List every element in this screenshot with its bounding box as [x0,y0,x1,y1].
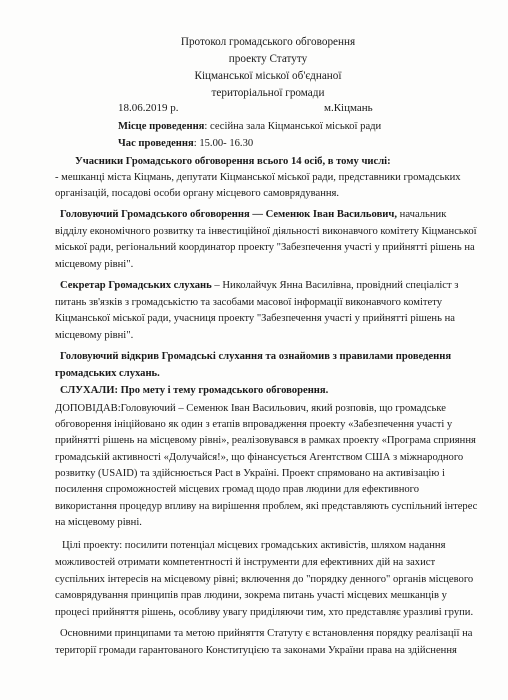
document-place: м.Кіцмань [324,102,373,114]
venue-line [118,120,381,133]
time-label: Час проведення [118,138,194,149]
chair-rest: начальник [397,209,447,220]
venue-value: : сесійна зала Кіцманської міської ради [204,121,382,132]
document-title-line-4: територіальної громади [211,87,325,99]
secretary-line [60,279,458,292]
principles-line-2: території громади гарантованого Конституцією та законами України права на здійснення [55,645,457,656]
chair-line-1: відділу економічного розвитку та інвестиційної діяльності виконавчого комітету Кіцманської [55,226,477,237]
document-date: 18.06.2019 р. [118,102,179,114]
report-line-6: посилення спроможностей місцевих громад щодо прав людини для ефективного [55,484,420,495]
chair-line-2: міської ради, регіональний координатор проекту "Забезпечення участі у прийнятті рішень на [55,242,475,253]
goal-line-4: самоврядування принципів прав людини, зокрема питань участі місцевих мешканців у [55,590,447,601]
report-line-8: на місцевому рівні. [55,517,142,528]
principles-line-1: Основними принципами та метою прийняття Статуту є встановлення порядку реалізації на [60,628,473,639]
document-title-line-3: Кіцманської міської об'єднаної [194,70,342,82]
chair-label: Головуючий Громадського обговорення — Семенюк Іван Васильович, [60,209,398,220]
chair-line-3: місцевому рівні". [55,259,134,270]
time-value: : 15.00- 16.30 [193,138,254,149]
goal-line-1: Цілі проекту: посилити потенціал місцевих громадських активістів, шляхом надання [62,540,446,551]
report-line-1: ДОПОВІДАВ:Головуючий – Семенюк Іван Васильович, який розповів, що громадське [55,403,446,414]
opening-line-1: Головуючий відкрив Громадські слухання та ознайомив з правилами проведення [60,351,452,362]
venue-label: Місце проведення [118,121,205,132]
document-title-line-1: Протокол громадського обговорення [180,36,356,48]
participants-line-1: - мешканці міста Кіцмань, депутати Кіцманської міської ради, представники громадських [55,172,461,183]
report-line-7: використання процедур впливу на вирішення проблем, які представляють суспільний інтерес [55,501,478,512]
chair-line [60,208,446,221]
opening-line-2: громадських слухань. [55,368,160,379]
goal-line-3: суспільних інтересів на місцевому рівні; включення до "порядку денного" органів місцевого [55,574,474,585]
participants-line-2: організацій, посадові особи органу місцевого самоврядування. [55,188,340,199]
goal-line-5: процесі прийняття рішень, особливу увагу приділяючи тим, хто представляє уразливі групи. [55,607,474,618]
report-line-4: громадській активності «Долучайся!», що фінансується Агентством США з міжнародного [55,452,464,463]
participants-heading: Учасники Громадського обговорення всього 14 осіб, в тому числі: [75,156,391,167]
secretary-line-3: місцевому рівні". [55,330,134,341]
secretary-label: Секретар Громадських слухань [60,280,212,291]
document-title-line-2: проекту Статуту [228,53,308,65]
secretary-line-2: Кіцманської міської ради, учасниця проекту "Забезпечення участі у прийнятті рішень на [55,313,455,324]
report-line-5: розвитку (USAID) та здійснюється Pact в Україні. Проект спрямовано на активізацію і [55,468,445,479]
time-line [118,137,253,150]
goal-line-2: можливостей отримати компетентності й інструменти для ефективних дій на захист [55,557,436,568]
heard-line: СЛУХАЛИ: Про мету і тему громадського обговорення. [60,385,329,396]
secretary-rest: – Николайчук Янна Василівна, провідний спеціаліст з [211,280,459,291]
secretary-line-1: питань зв'язків з громадськістю та засобами масової інформації виконавчого комітету [55,297,443,308]
report-line-2: обговорення ініційовано як один з етапів впровадження проекту «Забезпечення участі у [55,419,453,430]
report-line-3: прийнятті рішень на місцевому рівні», реалізовувався в рамках проекту «Програма сприяння [55,435,476,446]
